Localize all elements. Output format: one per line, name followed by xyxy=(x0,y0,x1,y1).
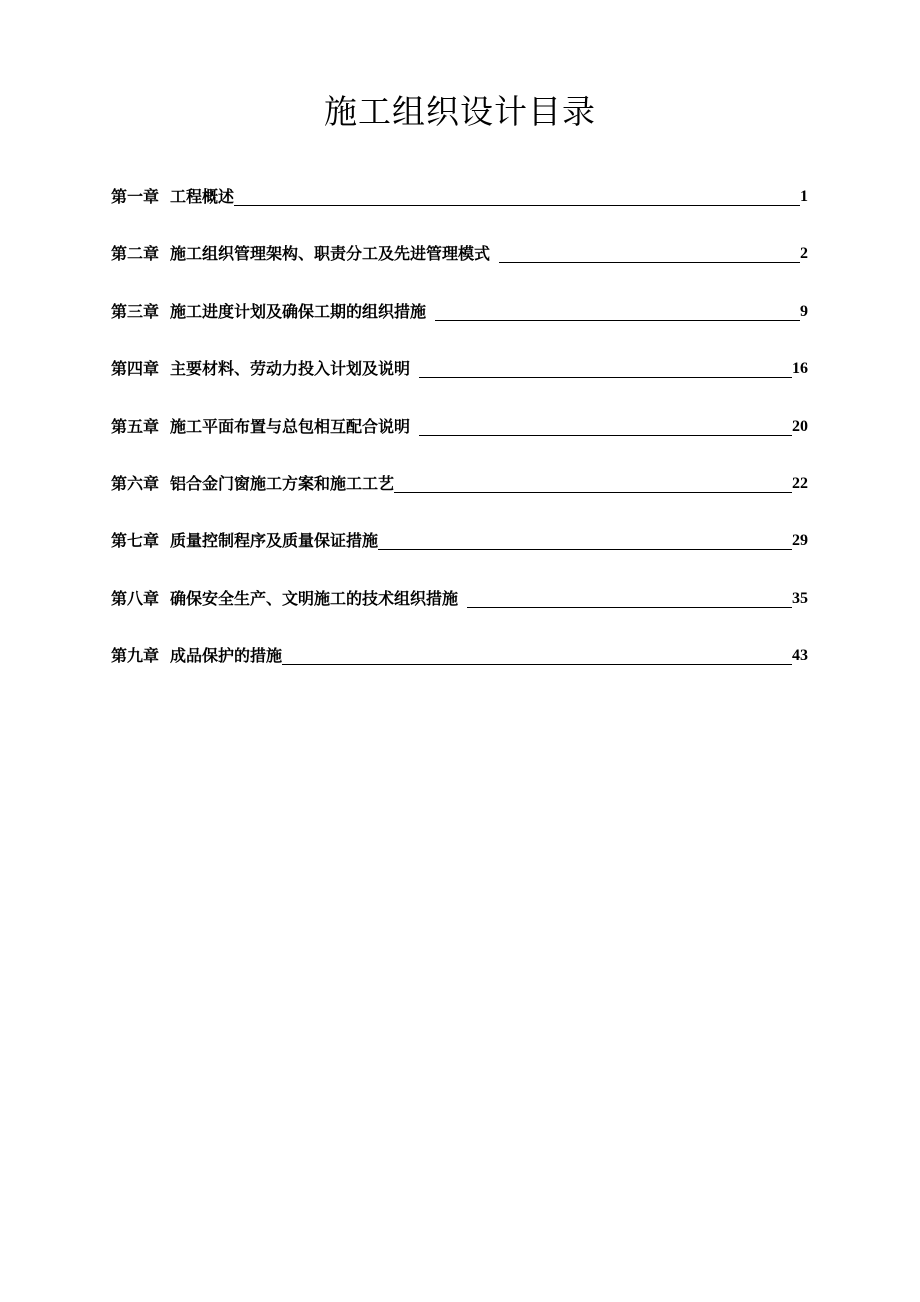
toc-chapter-title: 铝合金门窗施工方案和施工工艺 xyxy=(170,473,395,493)
toc-leader-line xyxy=(435,319,800,321)
toc-chapter-title: 施工平面布置与总包相互配合说明 xyxy=(170,416,411,436)
toc-leader-line xyxy=(419,376,792,378)
document-title: 施工组织设计目录 xyxy=(324,92,596,131)
toc-chapter-number: 第六章 xyxy=(111,473,160,493)
toc-chapter-title: 成品保护的措施 xyxy=(170,646,283,666)
toc-leader-line xyxy=(419,434,792,436)
toc-entry-7 xyxy=(111,524,808,552)
toc-entry-8 xyxy=(111,582,808,610)
toc-leader-line xyxy=(467,606,792,608)
toc-chapter-title: 质量控制程序及质量保证措施 xyxy=(170,531,379,551)
toc-page-number: 43 xyxy=(792,647,808,665)
toc-page-number: 29 xyxy=(792,532,808,550)
toc-leader-line xyxy=(499,261,800,263)
toc-entry-3 xyxy=(111,295,808,323)
toc-chapter-title: 施工组织管理架构、职责分工及先进管理模式 xyxy=(170,244,491,264)
toc-chapter-number: 第五章 xyxy=(111,416,160,436)
toc-chapter-number: 第七章 xyxy=(111,531,160,551)
toc-page-number: 9 xyxy=(800,302,808,320)
toc-leader-line xyxy=(282,663,792,665)
toc-entry-2 xyxy=(111,237,808,265)
toc-leader-line xyxy=(394,491,792,493)
toc-chapter-title: 确保安全生产、文明施工的技术组织措施 xyxy=(170,588,459,608)
toc-entry-5 xyxy=(111,410,808,438)
toc-chapter-number: 第九章 xyxy=(111,646,160,666)
toc-page-number: 20 xyxy=(792,417,808,435)
toc-chapter-title: 工程概述 xyxy=(170,187,235,206)
toc-chapter-number: 第四章 xyxy=(111,359,160,379)
toc-page-number: 35 xyxy=(792,589,808,607)
toc-entry-4 xyxy=(111,352,808,380)
toc-page-number: 22 xyxy=(792,474,808,492)
toc-chapter-number: 第一章 xyxy=(111,187,160,206)
toc-entry-6 xyxy=(111,467,808,495)
toc-leader-line xyxy=(234,204,800,206)
toc-chapter-number: 第三章 xyxy=(111,301,160,321)
toc-chapter-number: 第二章 xyxy=(111,244,160,264)
toc-chapter-title: 施工进度计划及确保工期的组织措施 xyxy=(170,301,427,321)
toc-chapter-number: 第八章 xyxy=(111,588,160,608)
toc-entry-9 xyxy=(111,639,808,667)
table-of-contents xyxy=(111,180,808,697)
toc-page-number: 2 xyxy=(800,245,808,263)
toc-chapter-title: 主要材料、劳动力投入计划及说明 xyxy=(170,359,411,379)
toc-entry-1 xyxy=(111,180,808,208)
toc-page-number: 1 xyxy=(800,188,808,205)
toc-leader-line xyxy=(378,548,792,550)
toc-page-number: 16 xyxy=(792,360,808,378)
